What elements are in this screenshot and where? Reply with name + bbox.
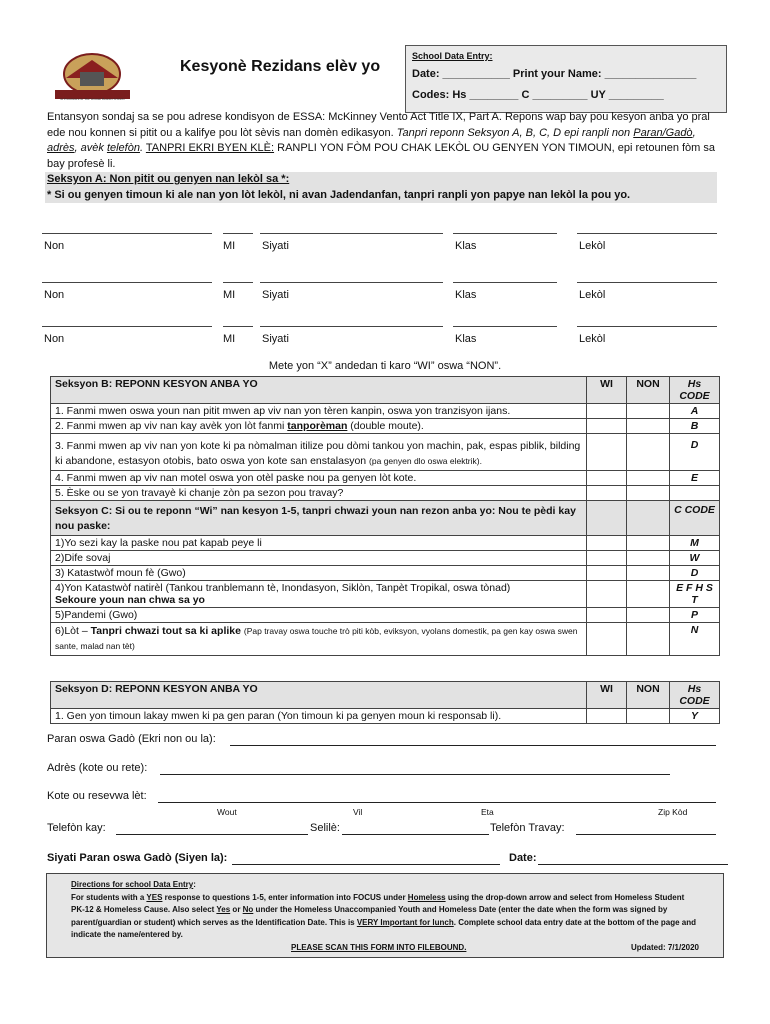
mi-field[interactable] (223, 233, 253, 234)
name-field[interactable] (42, 233, 212, 234)
question-row: 2. Fanmi mwen ap viv nan kay avèk yon lòt fanmi tanporèman (double moute). B (51, 419, 720, 434)
address-label: Adrès (kote ou rete): (47, 762, 148, 774)
mi-label: MI (223, 240, 236, 252)
grade-field[interactable] (453, 233, 557, 234)
grade-field[interactable] (453, 326, 557, 327)
no-checkbox[interactable] (627, 709, 670, 724)
yes-checkbox[interactable] (587, 419, 627, 434)
reason-checkbox[interactable] (587, 608, 627, 623)
reason-row: 1)Yo sezi kay la paske nou pat kapab peye li M (51, 536, 720, 551)
reason-row: 2)Dife sovaj W (51, 551, 720, 566)
yes-checkbox[interactable] (587, 471, 627, 486)
section-d-header-row: Seksyon D: REPONN KESYON ANBA YO WI NON Hs CODE (51, 682, 720, 709)
code-cell: A (670, 404, 720, 419)
name-field[interactable] (42, 326, 212, 327)
state-sublabel: Eta (481, 807, 494, 817)
x-instruction: Mete yon “X” andedan ti karo “WI” oswa “NON”. (268, 360, 502, 372)
home-phone-label: Telefòn kay: (47, 822, 106, 834)
code-cell: E (670, 471, 720, 486)
mi-field[interactable] (223, 282, 253, 283)
school-logo (50, 50, 135, 106)
work-phone-label: Telefòn Travay: (490, 822, 565, 834)
no-checkbox[interactable] (627, 486, 670, 501)
school-field[interactable] (577, 233, 717, 234)
child-row-2 (40, 282, 718, 302)
last-name-label: Siyati (262, 333, 289, 345)
signature-label: Siyati Paran oswa Gadò (Siyen la): (47, 852, 228, 864)
guardian-label: Paran oswa Gadò (Ekri non ou la): (47, 733, 216, 745)
question-row: 3. Fanmi mwen ap viv nan yon kote ki pa nòmalman itilize pou dòmi tankou yon machin, pak, espas piblik, bilding ki abandone, estasyon otobis, bato oswa yon kote san enstalasyon (pa genyen dlo oswa elektrik). D (51, 434, 720, 471)
last-name-field[interactable] (260, 233, 443, 234)
code-cell: B (670, 419, 720, 434)
section-d-title: Seksyon D: REPONN KESYON ANBA YO (51, 682, 587, 709)
last-name-label: Siyati (262, 240, 289, 252)
last-name-field[interactable] (260, 326, 443, 327)
date-field[interactable] (538, 864, 728, 865)
entry-codes-line[interactable]: Codes: Hs ________ C _________ UY _________ (412, 89, 664, 101)
address-field[interactable] (160, 774, 670, 775)
last-name-label: Siyati (262, 289, 289, 301)
directions-title: Directions for school Data Entry (71, 880, 194, 889)
yes-checkbox[interactable] (587, 486, 627, 501)
school-label: Lekòl (579, 333, 606, 345)
section-b-c-table (50, 376, 720, 656)
c-code-header: C CODE (670, 501, 720, 536)
street-sublabel: Wout (217, 807, 237, 817)
reason-checkbox[interactable] (587, 623, 627, 656)
section-a-title: Seksyon A: Non pitit ou genyen nan lekòl sa *: (47, 173, 290, 185)
home-phone-field[interactable] (116, 834, 308, 835)
name-label: Non (44, 240, 65, 252)
reason-checkbox[interactable] (587, 536, 627, 551)
reason-row: 6)Lòt – Tanpri chwazi tout sa ki aplike (Pap travay oswa touche trò piti kòb, eviksyon, vyolans domestik, pa gen kay oswa swen sante, malad nan tèt) N (51, 623, 720, 656)
no-checkbox[interactable] (627, 434, 670, 471)
reason-checkbox[interactable] (587, 581, 627, 608)
grade-label: Klas (455, 333, 477, 345)
cell-field[interactable] (342, 834, 489, 835)
cell-label: Selilè: (310, 822, 340, 834)
question-row: 4. Fanmi mwen ap viv nan motel oswa yon otèl paske nou pa genyen lòt kote. E (51, 471, 720, 486)
school-field[interactable] (577, 282, 717, 283)
mi-label: MI (223, 333, 236, 345)
school-label: Lekòl (579, 240, 606, 252)
grade-label: Klas (455, 289, 477, 301)
name-label: Non (44, 289, 65, 301)
school-data-entry-box (405, 45, 727, 113)
section-b-title: Seksyon B: REPONN KESYON ANBA YO (51, 377, 587, 404)
yes-checkbox[interactable] (587, 404, 627, 419)
zip-sublabel: Zip Kòd (658, 807, 688, 817)
yes-column-header: WI (587, 377, 627, 404)
grade-field[interactable] (453, 282, 557, 283)
no-checkbox[interactable] (627, 419, 670, 434)
reason-checkbox[interactable] (587, 566, 627, 581)
section-b-header-row (51, 377, 720, 404)
date-label: Date: (509, 852, 537, 864)
school-label: Lekòl (579, 289, 606, 301)
mailing-label: Kote ou resevwa lèt: (47, 790, 147, 802)
reason-row: 3) Katastwòf moun fè (Gwo) D (51, 566, 720, 581)
no-checkbox[interactable] (627, 404, 670, 419)
code-cell: D (670, 434, 720, 471)
logo-caption: In Excellence In The Women Bearers Schools (60, 97, 125, 101)
signature-field[interactable] (232, 864, 500, 865)
no-checkbox[interactable] (627, 471, 670, 486)
reason-row: 4)Yon Katastwòf natirèl (Tankou tranblemann tè, Inondasyon, Siklòn, Tanpèt Tropikal, oswa tònad) Sekoure youn nan chwa sa yo E F H S T (51, 581, 720, 608)
section-c-title: Seksyon C: Si ou te reponn “Wi” nan kesyon 1-5, tanpri chwazi youn nan rezon anba yo: Nou te pèdi kay nou paske: (51, 501, 587, 536)
entry-date-name-line[interactable]: Date: ___________ Print your Name: _______________ (412, 68, 697, 80)
mi-field[interactable] (223, 326, 253, 327)
intro-paragraph: Entansyon sondaj sa se pou adrese kondisyon de ESSA: McKinney Vento Act Title IX, Part A. Repons wap bay pou kesyon anba yo pral ede nou konnen si pitit ou a kalifye pou lòt sèvis nan domèn edikasyon. Tanpri reponn Seksyon A, B, C, D epi ranpli non Paran/Gadò, adrès, avèk telefòn. TANPRI EKRI BYEN KLÈ: RANPLI YON FÒM POU CHAK LEKÒL OU GENYEN YON TIMOUN, epi retounen fòm sa bay profesè li. (47, 111, 716, 170)
question-row: 1. Gen yon timoun lakay mwen ki pa gen paran (Yon timoun ki pa genyen moun ki responsab li). Y (51, 709, 720, 724)
name-field[interactable] (42, 282, 212, 283)
school-field[interactable] (577, 326, 717, 327)
section-c-header-row (51, 501, 720, 536)
section-a-subtitle: * Si ou genyen timoun ki ale nan yon lòt lekòl, ni avan Jadendanfan, tanpri ranpli yon papye nan lekòl la pou yo. (47, 189, 631, 201)
mi-label: MI (223, 289, 236, 301)
reason-checkbox[interactable] (587, 551, 627, 566)
yes-checkbox[interactable] (587, 434, 627, 471)
mailing-field[interactable] (158, 802, 716, 803)
yes-checkbox[interactable] (587, 709, 627, 724)
question-row: 1. Fanmi mwen oswa youn nan pitit mwen ap viv nan yon tèren kanpin, oswa yon tranzisyon ijans. A (51, 404, 720, 419)
scan-instruction: PLEASE SCAN THIS FORM INTO FILEBOUND. (291, 942, 467, 952)
entry-box-heading: School Data Entry: (412, 51, 493, 61)
reason-row: 5)Pandemi (Gwo) P (51, 608, 720, 623)
directions-text: For students with a YES response to questions 1-5, enter information into FOCUS under Homeless using the drop-down arrow and select from Homeless Student PK-12 & Homeless Cause. Also select Yes or No under the Homeless Unaccompanied Youth and Homeless Date (enter the date when the form was signed by parent/guardian or student) which serves as the Identification Date. This is VERY Important for lunch. Complete school data entry date at the bottom of the page and indicate the name/entered by. (71, 892, 696, 939)
work-phone-field[interactable] (576, 834, 716, 835)
data-entry-directions: Directions for school Data Entry: For students with a YES response to questions 1-5, enter information into FOCUS under Homeless using the drop-down arrow and select from Homeless Student PK-12 & Homeless Cause. Also select Yes or No under the Homeless Unaccompanied Youth and Homeless Date (enter the date when the form was signed by parent/guardian or student) which serves as the Identification Date. This is VERY Important for lunch. Complete school data entry date at the bottom of the page and indicate the name/entered by. PLEASE SCAN THIS FORM INTO FILEBOUND. Updated: 7/1/2020 (46, 873, 724, 958)
child-row-1 (40, 233, 718, 253)
section-d-table (50, 681, 720, 724)
last-name-field[interactable] (260, 282, 443, 283)
city-sublabel: Vil (353, 807, 363, 817)
guardian-field[interactable] (230, 745, 716, 746)
grade-label: Klas (455, 240, 477, 252)
question-row: 5. Èske ou se yon travayè ki chanje zòn pa sezon pou travay? (51, 486, 720, 501)
no-column-header: NON (627, 377, 670, 404)
name-label: Non (44, 333, 65, 345)
hs-code-header: Hs CODE (670, 377, 720, 404)
updated-date: Updated: 7/1/2020 (630, 942, 699, 952)
form-title: Kesyonè Rezidans elèv yo (180, 58, 381, 75)
child-row-3 (40, 326, 718, 346)
